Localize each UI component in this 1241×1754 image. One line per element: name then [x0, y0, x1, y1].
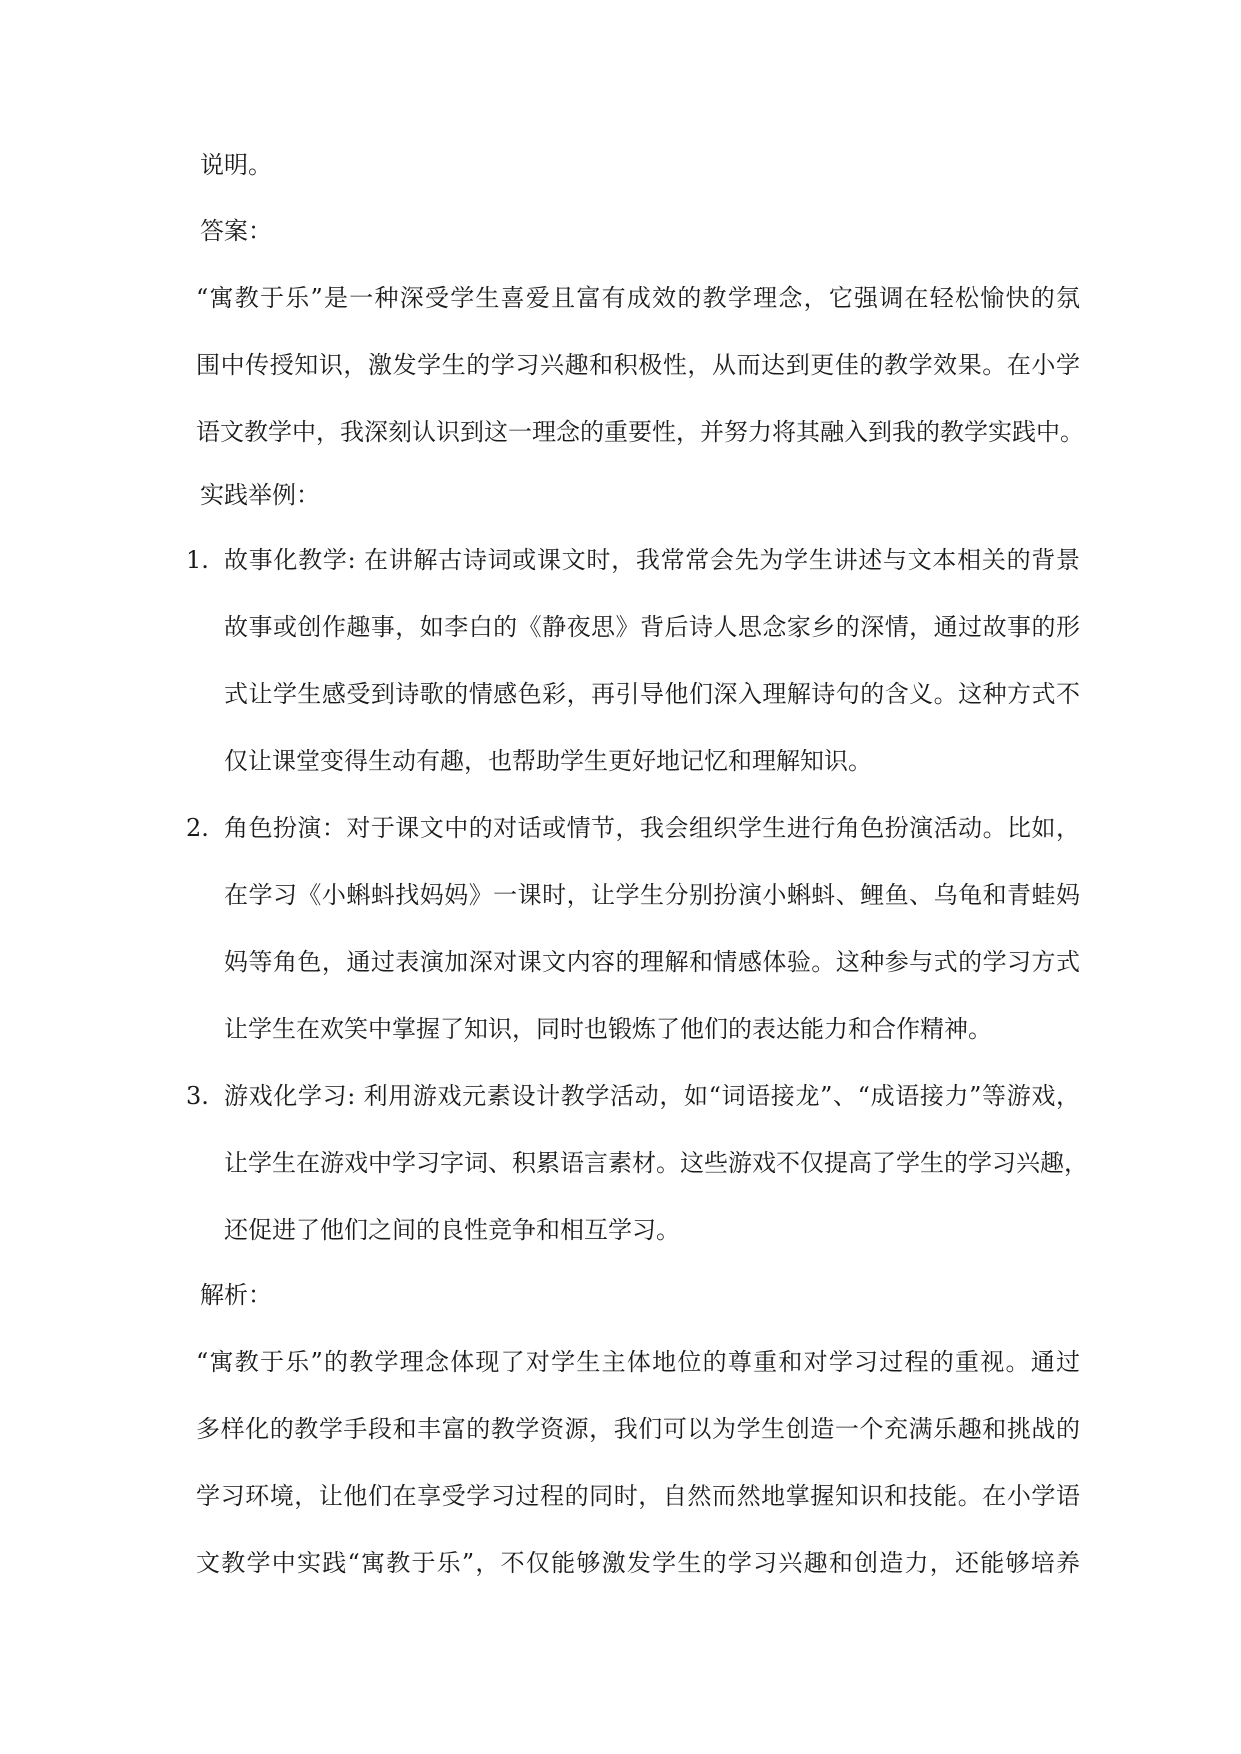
examples-heading: 实践举例： — [200, 481, 320, 509]
answer-paragraph-line: 语文教学中，我深刻认识到这一理念的重要性，并努力将其融入到我的教学实践中。 — [196, 418, 1084, 446]
list-item-line: 故事或创作趣事，如李白的《静夜思》背后诗人思念家乡的深情，通过故事的形 — [224, 613, 1080, 641]
intro-line: 说明。 — [200, 151, 272, 179]
list-item-line: 游戏化学习: 利用游戏元素设计教学活动，如“词语接龙”、“成语接力”等游戏， — [224, 1082, 1080, 1110]
answer-paragraph-line: “寓教于乐”是一种深受学生喜爱且富有成效的教学理念，它强调在轻松愉快的氛 — [196, 284, 1080, 312]
list-item-line: 让学生在欢笑中掌握了知识，同时也锻炼了他们的表达能力和合作精神。 — [224, 1015, 992, 1043]
analysis-paragraph-line: “寓教于乐”的教学理念体现了对学生主体地位的尊重和对学习过程的重视。通过 — [196, 1348, 1080, 1376]
answer-heading: 答案： — [200, 217, 272, 245]
analysis-heading: 解析： — [200, 1281, 272, 1309]
list-item-line: 在学习《小蝌蚪找妈妈》一课时，让学生分别扮演小蝌蚪、鲤鱼、乌龟和青蛙妈 — [224, 881, 1080, 909]
list-item-line: 式让学生感受到诗歌的情感色彩，再引导他们深入理解诗句的含义。这种方式不 — [224, 680, 1080, 708]
list-number: 3. — [186, 1082, 209, 1110]
list-number: 1. — [186, 546, 209, 574]
list-item-line: 让学生在游戏中学习字词、积累语言素材。这些游戏不仅提高了学生的学习兴趣， — [224, 1149, 1088, 1177]
answer-paragraph-line: 围中传授知识，激发学生的学习兴趣和积极性，从而达到更佳的教学效果。在小学 — [196, 351, 1080, 379]
list-number: 2. — [186, 814, 209, 842]
list-item-line: 妈等角色，通过表演加深对课文内容的理解和情感体验。这种参与式的学习方式 — [224, 948, 1080, 976]
list-item-line: 角色扮演：对于课文中的对话或情节，我会组织学生进行角色扮演活动。比如， — [224, 814, 1080, 842]
list-item-line: 仅让课堂变得生动有趣，也帮助学生更好地记忆和理解知识。 — [224, 747, 872, 775]
list-item-line: 还促进了他们之间的良性竞争和相互学习。 — [224, 1216, 680, 1244]
list-item-line: 故事化教学: 在讲解古诗词或课文时，我常常会先为学生讲述与文本相关的背景 — [224, 546, 1080, 574]
analysis-paragraph-line: 多样化的教学手段和丰富的教学资源，我们可以为学生创造一个充满乐趣和挑战的 — [196, 1415, 1080, 1443]
analysis-paragraph-line: 文教学中实践“寓教于乐”，不仅能够激发学生的学习兴趣和创造力，还能够培养 — [196, 1549, 1080, 1577]
analysis-paragraph-line: 学习环境，让他们在享受学习过程的同时，自然而然地掌握知识和技能。在小学语 — [196, 1482, 1080, 1510]
